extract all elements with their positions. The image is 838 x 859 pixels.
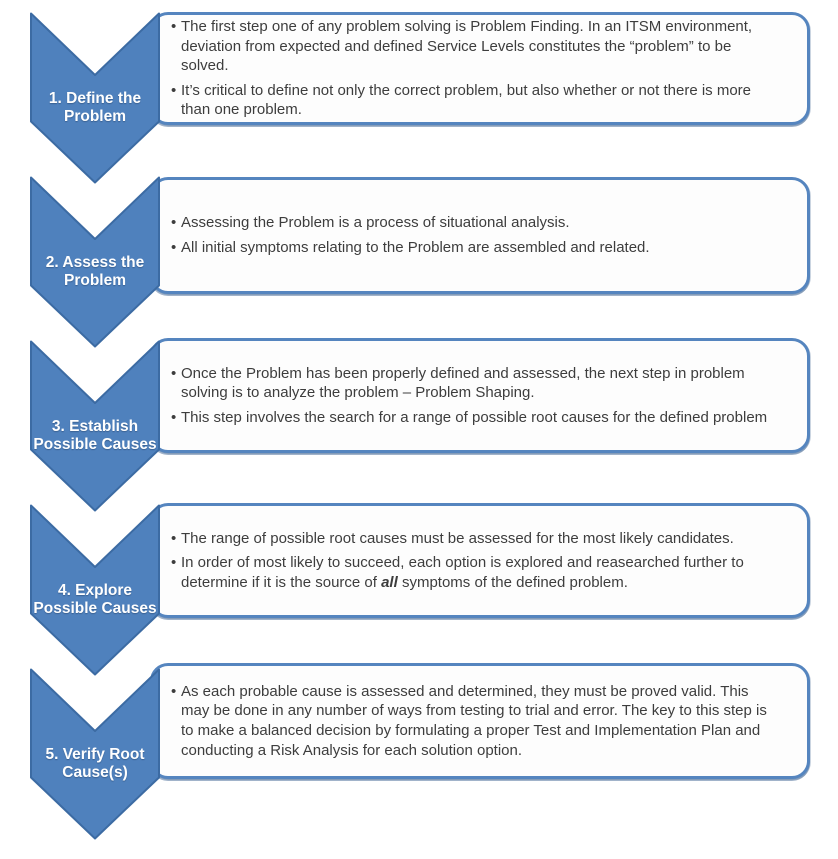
- bullet-text: [181, 682, 779, 761]
- step-4-label: 4. Explore Possible Causes: [33, 582, 157, 617]
- bullet-icon: •: [171, 81, 177, 99]
- bullet-text-segment: The range of possible root causes must be assessed for the most likely candidates.: [181, 529, 734, 547]
- step-2-label: 2. Assess the Problem: [45, 254, 145, 289]
- bullet-item: [171, 364, 779, 403]
- step-4-description-box: [150, 503, 810, 618]
- bullet-text: [181, 238, 650, 258]
- step-1-description-box: [150, 12, 810, 125]
- bullet-text-segment: This step involves the search for a range of possible root causes for the defined problem: [181, 408, 768, 426]
- bullet-text: [181, 529, 734, 549]
- bullet-item: [171, 529, 779, 549]
- bullet-text: [181, 364, 779, 403]
- step-2-description-box: [150, 177, 810, 294]
- bullet-text-segment: symptoms of the defined problem.: [397, 573, 628, 591]
- bullet-item: [171, 238, 779, 258]
- bullet-icon: •: [171, 239, 177, 256]
- bullet-item: [171, 682, 779, 761]
- bullet-item: [171, 81, 779, 120]
- bullet-icon: •: [171, 408, 177, 426]
- step-1-chevron: [30, 12, 160, 184]
- bullet-text: [181, 17, 779, 76]
- bullet-item: [171, 408, 779, 428]
- bullet-text-segment: Assessing the Problem is a process of situational analysis.: [181, 214, 570, 232]
- bullet-icon: •: [171, 554, 177, 572]
- bullet-icon: •: [171, 17, 177, 35]
- bullet-text: [181, 213, 570, 233]
- step-2-chevron: [30, 176, 160, 348]
- step-5-chevron: [30, 668, 160, 840]
- bullet-text: [181, 81, 779, 120]
- bullet-icon: •: [171, 214, 177, 232]
- bullet-icon: •: [171, 529, 177, 547]
- bullet-item: [171, 553, 779, 592]
- step-3-label: 3. Establish Possible Causes: [33, 418, 157, 453]
- bullet-icon: •: [171, 364, 177, 382]
- bullet-text-segment: Once the Problem has been properly defined and assessed, the next step in problem solving is to analyze the problem – Problem Shaping.: [181, 364, 745, 402]
- bullet-item: [171, 213, 779, 233]
- bullet-text-segment: As each probable cause is assessed and determined, they must be proved valid. This may be done in any number of ways from testing to trial and error. The key to this step is to make a balanced decision by formulating a proper Test and Implementation Plan and conducting a Risk Analysis for each solution option.: [181, 682, 767, 759]
- step-1-label: 1. Define the Problem: [48, 90, 142, 125]
- bullet-item: [171, 17, 779, 76]
- bullet-text: [181, 553, 779, 592]
- bullet-text-segment: All initial symptoms relating to the Problem are assembled and related.: [181, 239, 650, 256]
- bullet-text-segment: In order of most likely to succeed, each option is explored and reasearched further to determine if it is the source of: [181, 554, 744, 591]
- bullet-text-segment: It’s critical to define not only the correct problem, but also whether or not there is more than one problem.: [181, 81, 751, 119]
- step-3-chevron: [30, 340, 160, 512]
- step-5-description-box: [150, 663, 810, 779]
- bullet-text-segment: The first step one of any problem solving is Problem Finding. In an ITSM environment, deviation from expected and defined Service Levels constitutes the “problem” to be solved.: [181, 17, 753, 75]
- bullet-text: [181, 408, 767, 428]
- step-5-label: 5. Verify Root Cause(s): [45, 746, 145, 781]
- bullet-text-emphasis: all: [381, 573, 398, 591]
- step-4-chevron: [30, 504, 160, 676]
- step-3-description-box: [150, 338, 810, 453]
- bullet-icon: •: [171, 682, 177, 700]
